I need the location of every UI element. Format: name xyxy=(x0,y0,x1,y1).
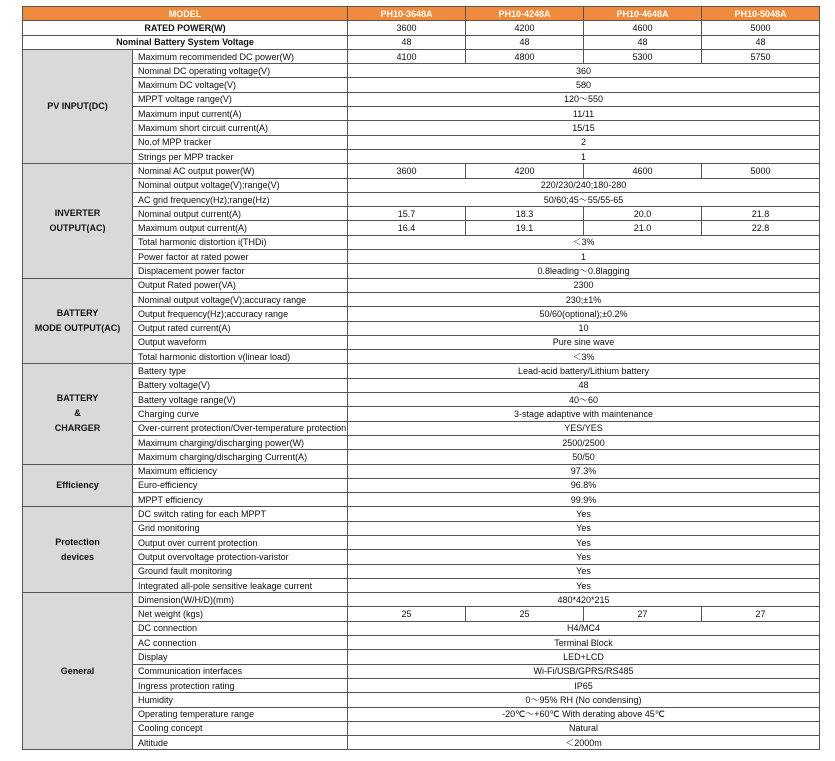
section-title-line: MODE OUTPUT(AC) xyxy=(34,323,121,334)
cell-value: Wi-Fi/USB/GPRS/RS485 xyxy=(348,664,820,678)
row-label: Grid monitoring xyxy=(133,521,348,535)
row-label: Battery voltage range(V) xyxy=(133,393,348,407)
row-label: Strings per MPP tracker xyxy=(133,149,348,163)
header-row xyxy=(23,7,820,21)
row-label: Nominal AC output power(W) xyxy=(133,164,348,178)
spec-row xyxy=(23,493,820,507)
spec-row xyxy=(23,693,820,707)
row-label: Nominal Battery System Voltage xyxy=(23,35,348,49)
row-label: Dimension(W/H/D)(mm) xyxy=(133,593,348,607)
spec-row xyxy=(23,393,820,407)
section-title-line: OUTPUT(AC) xyxy=(49,222,106,233)
cell-value: 25 xyxy=(466,607,584,621)
section-title-line: & xyxy=(74,408,81,419)
row-label: Operating temperature range xyxy=(133,707,348,721)
cell-value: 4600 xyxy=(584,21,702,35)
row-label: Battery voltage(V) xyxy=(133,378,348,392)
row-label: Maximum output current(A) xyxy=(133,221,348,235)
spec-row xyxy=(23,521,820,535)
cell-value: 48 xyxy=(348,378,820,392)
cell-value: 20.0 xyxy=(584,207,702,221)
row-label: Ingress protection rating xyxy=(133,678,348,692)
spec-row xyxy=(23,721,820,735)
cell-value: 19.1 xyxy=(466,221,584,235)
cell-value: Yes xyxy=(348,550,820,564)
cell-value: 97.3% xyxy=(348,464,820,478)
cell-value: 50/60;45～55/55-65 xyxy=(348,192,820,206)
cell-value: Yes xyxy=(348,521,820,535)
cell-value: 1 xyxy=(348,250,820,264)
cell-value: 15/15 xyxy=(348,121,820,135)
cell-value: YES/YES xyxy=(348,421,820,435)
cell-value: 48 xyxy=(702,35,820,49)
cell-value: Yes xyxy=(348,535,820,549)
spec-row xyxy=(23,364,820,378)
cell-value: ＜3% xyxy=(348,350,820,364)
spec-row xyxy=(23,378,820,392)
spec-row xyxy=(23,736,820,750)
row-label: AC connection xyxy=(133,636,348,650)
section-title-line: CHARGER xyxy=(54,423,101,434)
cell-value: 480*420*215 xyxy=(348,593,820,607)
cell-value: 50/60(optional);±0.2% xyxy=(348,307,820,321)
cell-value: Pure sine wave xyxy=(348,335,820,349)
spec-row xyxy=(23,178,820,192)
cell-value: 22.8 xyxy=(702,221,820,235)
spec-row xyxy=(23,507,820,521)
row-label: Altitude xyxy=(133,736,348,750)
row-label: Output waveform xyxy=(133,335,348,349)
cell-value: 99.9% xyxy=(348,493,820,507)
spec-row xyxy=(23,264,820,278)
cell-value: 5300 xyxy=(584,49,702,63)
battery-voltage-row xyxy=(23,35,820,49)
cell-value: Yes xyxy=(348,564,820,578)
cell-value: 4100 xyxy=(348,49,466,63)
section-title-line: Efficiency xyxy=(56,479,99,490)
cell-value: 580 xyxy=(348,78,820,92)
row-label: Maximum efficiency xyxy=(133,464,348,478)
spec-row xyxy=(23,550,820,564)
cell-value: 48 xyxy=(584,35,702,49)
cell-value: 5000 xyxy=(702,21,820,35)
section-title xyxy=(23,364,133,464)
cell-value: 230;±1% xyxy=(348,292,820,306)
model-name: PH10-4648A xyxy=(584,7,702,21)
cell-value: 40～60 xyxy=(348,393,820,407)
row-label: No.of MPP tracker xyxy=(133,135,348,149)
row-label: Power factor at rated power xyxy=(133,250,348,264)
spec-row xyxy=(23,650,820,664)
cell-value: 48 xyxy=(466,35,584,49)
row-label: MPPT efficiency xyxy=(133,493,348,507)
spec-row xyxy=(23,350,820,364)
cell-value: 16.4 xyxy=(348,221,466,235)
row-label: Maximum charging/discharging Current(A) xyxy=(133,450,348,464)
spec-table xyxy=(22,6,820,750)
cell-value: 50/50 xyxy=(348,450,820,464)
cell-value: 1 xyxy=(348,149,820,163)
row-label: Maximum short circuit current(A) xyxy=(133,121,348,135)
section-title xyxy=(23,507,133,593)
spec-row xyxy=(23,207,820,221)
spec-row xyxy=(23,707,820,721)
row-label: Output Rated power(VA) xyxy=(133,278,348,292)
model-name: PH10-3648A xyxy=(348,7,466,21)
section-title-line: Protection xyxy=(55,536,100,547)
cell-value: 25 xyxy=(348,607,466,621)
row-label: Charging curve xyxy=(133,407,348,421)
row-label: Integrated all-pole sensitive leakage current xyxy=(133,578,348,592)
cell-value: 96.8% xyxy=(348,478,820,492)
cell-value: 2300 xyxy=(348,278,820,292)
cell-value: 4200 xyxy=(466,164,584,178)
row-label: Euro-efficiency xyxy=(133,478,348,492)
spec-row xyxy=(23,221,820,235)
cell-value: 3-stage adaptive with maintenance xyxy=(348,407,820,421)
spec-row xyxy=(23,121,820,135)
section-title xyxy=(23,278,133,364)
spec-row xyxy=(23,250,820,264)
row-label: Over-current protection/Over-temperature protection xyxy=(133,421,348,435)
spec-row xyxy=(23,450,820,464)
section-title-line: BATTERY xyxy=(56,393,99,404)
spec-row xyxy=(23,593,820,607)
row-label: Battery type xyxy=(133,364,348,378)
row-label: Output frequency(Hz);accuracy range xyxy=(133,307,348,321)
cell-value: 120～550 xyxy=(348,92,820,106)
cell-value: LED+LCD xyxy=(348,650,820,664)
row-label: Output over current protection xyxy=(133,535,348,549)
row-label: Display xyxy=(133,650,348,664)
row-label: Displacement power factor xyxy=(133,264,348,278)
spec-row xyxy=(23,421,820,435)
spec-row xyxy=(23,149,820,163)
cell-value: 21.0 xyxy=(584,221,702,235)
row-label: Cooling concept xyxy=(133,721,348,735)
row-label: Output overvoltage protection-varistor xyxy=(133,550,348,564)
cell-value: 2 xyxy=(348,135,820,149)
cell-value: 27 xyxy=(584,607,702,621)
spec-row xyxy=(23,92,820,106)
spec-row xyxy=(23,478,820,492)
cell-value: 10 xyxy=(348,321,820,335)
row-label: Nominal output voltage(V);accuracy range xyxy=(133,292,348,306)
cell-value: 11/11 xyxy=(348,107,820,121)
row-label: Ground fault monitoring xyxy=(133,564,348,578)
spec-row xyxy=(23,607,820,621)
row-label: Humidity xyxy=(133,693,348,707)
cell-value: 27 xyxy=(702,607,820,621)
section-title xyxy=(23,49,133,163)
cell-value: -20℃～+60℃ With derating above 45℃ xyxy=(348,707,820,721)
cell-value: 18.3 xyxy=(466,207,584,221)
rated-power-row xyxy=(23,21,820,35)
cell-value: 0.8leading～0.8lagging xyxy=(348,264,820,278)
spec-row xyxy=(23,235,820,249)
spec-row xyxy=(23,407,820,421)
spec-row xyxy=(23,621,820,635)
cell-value: 48 xyxy=(348,35,466,49)
row-label: Output rated current(A) xyxy=(133,321,348,335)
cell-value: 5750 xyxy=(702,49,820,63)
row-label: Maximum input current(A) xyxy=(133,107,348,121)
row-label: RATED POWER(W) xyxy=(23,21,348,35)
row-label: Communication interfaces xyxy=(133,664,348,678)
spec-row xyxy=(23,535,820,549)
section-title xyxy=(23,593,133,750)
model-name: PH10-4248A xyxy=(466,7,584,21)
spec-row xyxy=(23,464,820,478)
cell-value: IP65 xyxy=(348,678,820,692)
spec-row xyxy=(23,107,820,121)
section-title-line: devices xyxy=(60,551,95,562)
model-label: MODEL xyxy=(23,7,348,21)
spec-row xyxy=(23,564,820,578)
cell-value: 2500/2500 xyxy=(348,435,820,449)
section-title-line: BATTERY xyxy=(56,308,99,319)
row-label: Maximum recommended DC power(W) xyxy=(133,49,348,63)
row-label: Net weight (kgs) xyxy=(133,607,348,621)
row-label: DC switch rating for each MPPT xyxy=(133,507,348,521)
cell-value: 5000 xyxy=(702,164,820,178)
cell-value: ＜2000m xyxy=(348,736,820,750)
spec-row xyxy=(23,64,820,78)
cell-value: 3600 xyxy=(348,164,466,178)
cell-value: Lead-acid battery/Lithium battery xyxy=(348,364,820,378)
cell-value: 3600 xyxy=(348,21,466,35)
section-title xyxy=(23,164,133,278)
spec-row xyxy=(23,192,820,206)
cell-value: 220/230/240;180-280 xyxy=(348,178,820,192)
cell-value: H4/MC4 xyxy=(348,621,820,635)
cell-value: Yes xyxy=(348,507,820,521)
cell-value: Natural xyxy=(348,721,820,735)
spec-row xyxy=(23,335,820,349)
spec-row xyxy=(23,49,820,63)
row-label: AC grid frequency(Hz);range(Hz) xyxy=(133,192,348,206)
spec-row xyxy=(23,135,820,149)
row-label: MPPT voltage range(V) xyxy=(133,92,348,106)
section-title xyxy=(23,464,133,507)
row-label: DC connection xyxy=(133,621,348,635)
row-label: Nominal output voltage(V);range(V) xyxy=(133,178,348,192)
section-title-line: PV INPUT(DC) xyxy=(47,101,108,112)
spec-row xyxy=(23,435,820,449)
section-title-line: General xyxy=(60,665,95,676)
section-title-line: INVERTER xyxy=(54,207,101,218)
cell-value: ＜3% xyxy=(348,235,820,249)
spec-row xyxy=(23,292,820,306)
cell-value: Terminal Block xyxy=(348,636,820,650)
spec-row xyxy=(23,307,820,321)
row-label: Maximum charging/discharging power(W) xyxy=(133,435,348,449)
row-label: Total harmonic distortion i(THDi) xyxy=(133,235,348,249)
cell-value: 360 xyxy=(348,64,820,78)
row-label: Maximum DC voltage(V) xyxy=(133,78,348,92)
cell-value: 4200 xyxy=(466,21,584,35)
spec-row xyxy=(23,664,820,678)
spec-row xyxy=(23,636,820,650)
cell-value: 0～95% RH (No condensing) xyxy=(348,693,820,707)
cell-value: Yes xyxy=(348,578,820,592)
spec-row xyxy=(23,321,820,335)
spec-row xyxy=(23,164,820,178)
cell-value: 4600 xyxy=(584,164,702,178)
cell-value: 4800 xyxy=(466,49,584,63)
row-label: Nominal DC operating voltage(V) xyxy=(133,64,348,78)
spec-row xyxy=(23,578,820,592)
cell-value: 15.7 xyxy=(348,207,466,221)
spec-row xyxy=(23,678,820,692)
cell-value: 21.8 xyxy=(702,207,820,221)
row-label: Nominal output current(A) xyxy=(133,207,348,221)
row-label: Total harmonic distortion v(linear load) xyxy=(133,350,348,364)
model-name: PH10-5048A xyxy=(702,7,820,21)
spec-row xyxy=(23,278,820,292)
spec-row xyxy=(23,78,820,92)
